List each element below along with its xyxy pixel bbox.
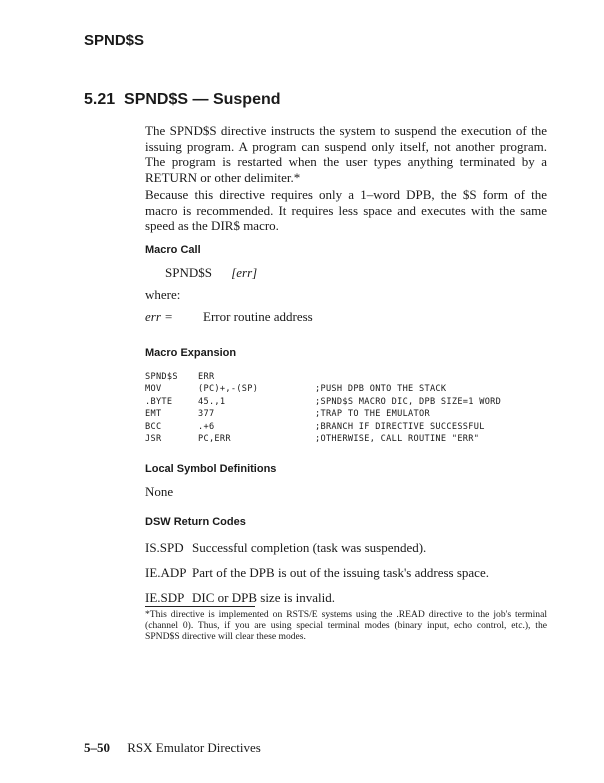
code-line — [145, 396, 501, 408]
code-arg: ERR — [198, 372, 215, 382]
dsw-code-row — [145, 590, 335, 606]
param-desc: Error routine address — [203, 309, 313, 324]
local-symbols-text: None — [145, 484, 174, 499]
footnote-rule — [145, 606, 255, 607]
code-arg: (PC)+,-(SP) — [198, 384, 259, 395]
macro-expansion-heading: Macro Expansion — [145, 347, 237, 359]
page-footer — [84, 740, 261, 756]
code-comment: ;SPND$S MACRO DIC, DPB SIZE=1 WORD — [315, 396, 502, 407]
code-line — [145, 433, 501, 445]
code-op: EMT — [145, 409, 162, 420]
code-arg: 45.,1 — [198, 396, 226, 407]
macro-expansion-code — [145, 371, 501, 445]
code-line — [145, 371, 501, 383]
local-symbols-heading: Local Symbol Definitions — [145, 463, 277, 475]
code-line — [145, 421, 501, 433]
param-name: err = — [145, 309, 173, 324]
code-comment: ;OTHERWISE, CALL ROUTINE "ERR" — [315, 434, 480, 445]
code-arg: .+6 — [198, 421, 215, 432]
code-op: SPND$S — [145, 372, 178, 382]
code-op: JSR — [145, 434, 162, 445]
dsw-code: IE.ADP — [145, 565, 187, 580]
code-line — [145, 408, 501, 420]
macro-call-heading: Macro Call — [145, 244, 201, 256]
dsw-heading: DSW Return Codes — [145, 516, 246, 528]
dsw-code-row — [145, 540, 426, 556]
dsw-desc: Part of the DPB is out of the issuing task's address space. — [192, 565, 489, 580]
code-op: BCC — [145, 421, 162, 432]
code-op: .BYTE — [145, 396, 173, 407]
code-comment: ;TRAP TO THE EMULATOR — [315, 409, 430, 420]
dsw-desc: Successful completion (task was suspended). — [192, 540, 427, 555]
dsw-code: IE.SDP — [145, 590, 185, 605]
dsw-desc: DIC or DPB size is invalid. — [192, 590, 335, 605]
footnote: *This directive is implemented on RSTS/E systems using the .READ directive to the job's terminal (channel 0). Thus, if you are using special terminal modes (binary input, echo control, etc.), the SPND$S directive will clear these modes. — [145, 609, 547, 642]
page-number: 5–50 — [84, 740, 110, 755]
macro-call — [165, 265, 257, 281]
param-row — [145, 309, 313, 325]
running-head: SPND$S — [84, 32, 145, 49]
code-line — [145, 383, 501, 395]
paragraph-intro: The SPND$S directive instructs the system to suspend the execution of the issuing program. A program can suspend only itself, not another program. The program is restarted when the user types anything terminated by a RETURN or other delimiter.* — [145, 123, 547, 185]
section-heading — [84, 91, 281, 109]
code-arg: PC,ERR — [198, 434, 231, 445]
paragraph-dpb: Because this directive requires only a 1–word DPB, the $S form of the macro is recommended. It requires less space and executes with the same speed as the DIR$ macro. — [145, 187, 547, 233]
code-op: MOV — [145, 384, 162, 395]
dsw-code: IS.SPD — [145, 540, 184, 555]
where-label: where: — [145, 287, 181, 302]
code-arg: 377 — [198, 409, 215, 420]
code-comment: ;BRANCH IF DIRECTIVE SUCCESSFUL — [315, 421, 485, 432]
macro-arg: [err] — [231, 265, 258, 280]
macro-name: SPND$S — [165, 265, 212, 280]
code-comment: ;PUSH DPB ONTO THE STACK — [315, 384, 447, 395]
footer-title: RSX Emulator Directives — [127, 740, 261, 755]
section-number: 5.21 — [84, 91, 116, 108]
dsw-code-row — [145, 565, 489, 581]
section-title: SPND$S — Suspend — [124, 91, 281, 108]
